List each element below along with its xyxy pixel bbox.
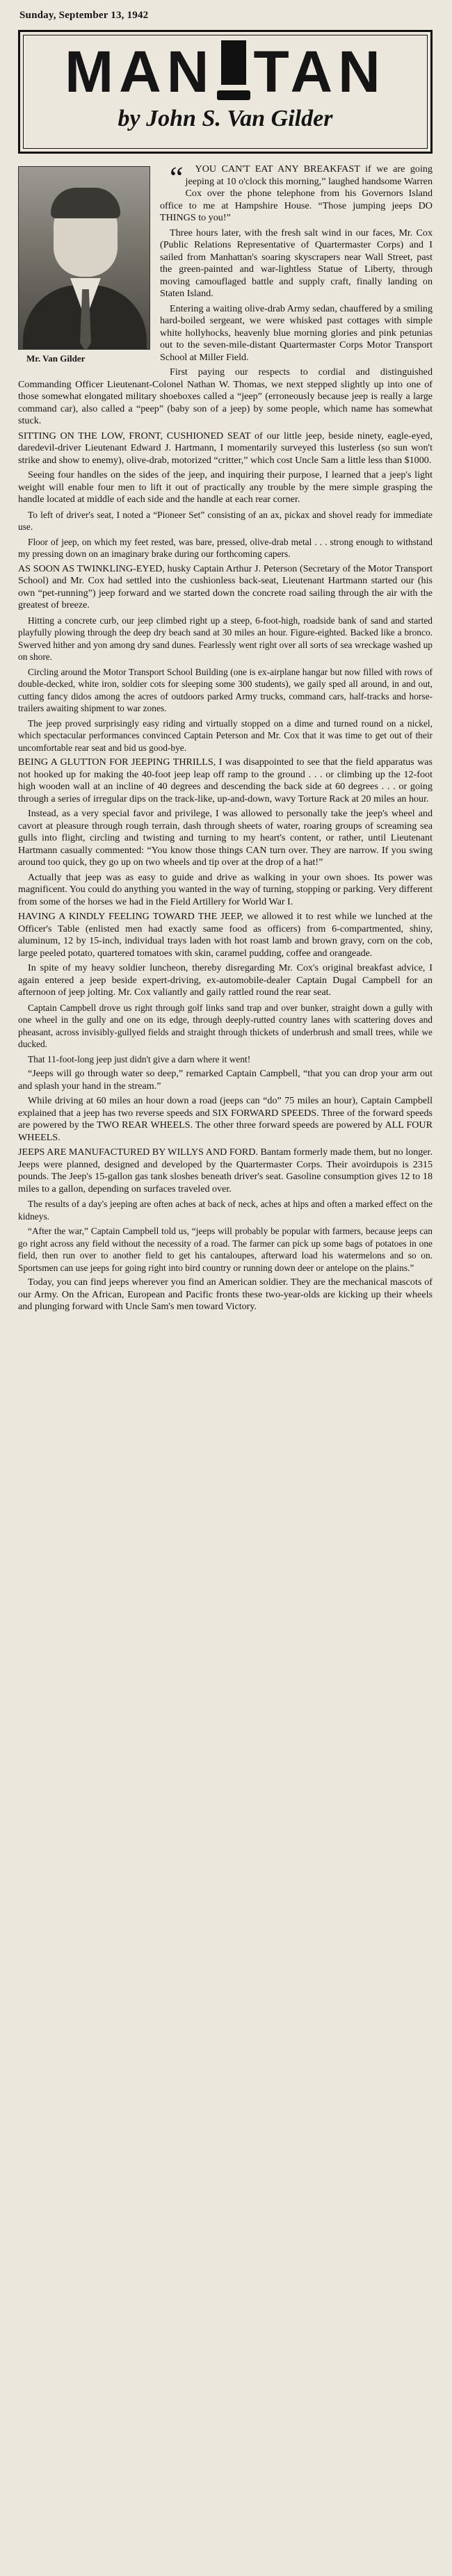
section-lead-paragraph [18, 756, 433, 805]
paragraph-text: First paying our respects to cordial and distinguished Commanding Officer Lieutenant-Colonel Nathan W. Thomas, we next stepped slightly up into one of those somewhat elongated military shoeboxes called a “jeep” (erroneously because jeep is really a large command car), also called a “peep” (baby son of a jeep) by some people, which name has somewhat stuck. [18, 366, 433, 426]
top-hat-icon [217, 40, 250, 100]
article-paragraph [18, 615, 433, 663]
paragraph-text: HAVING A KINDLY FEELING TOWARD THE JEEP, we allowed it to rest while we lunched at the Officer's Table (enlisted men had exactly same food as officers) from 6-compartmented, shiny, aluminum, 12 by 15-inch, individual trays laden with hot roast lamb and brown gravy, corn on the cob, large peeled potato, quartered tomatoes with skin, caramel pudding, coffee and orangeade. [18, 911, 433, 959]
section-lead-paragraph [18, 1147, 433, 1195]
article-paragraph [18, 536, 433, 560]
paragraph-text: SITTING ON THE LOW, FRONT, CUSHIONED SEAT of our little jeep, beside ninety, eagle-eyed, daredevil-driver Lieutenant Edward J. Hartmann, I momentarily surveyed this lusterless (so sun won't strike and show to enemy), olive-drab, motorized “critter,” which cost Uncle Sam a little less than $1000. [18, 430, 433, 466]
section-lead-paragraph [18, 563, 433, 612]
article-paragraph [18, 1002, 433, 1051]
article-paragraph [18, 1225, 433, 1274]
paragraph-text: That 11-foot-long jeep just didn't give a darn where it went! [28, 1053, 251, 1064]
paragraph-text: Floor of jeep, on which my feet rested, was bare, pressed, olive-drab metal . . . strong enough to withstand my pressing down on an imaginary brake during our forthcoming capers. [18, 536, 433, 559]
article-paragraph [18, 509, 433, 533]
paragraph-text: Three hours later, with the fresh salt wind in our faces, Mr. Cox (Public Relations Representative of Quartermaster Corps) and I sailed from Manhattan's soaring skyscrapers near Wall Street, past the green-painted and war-lightless Statue of Liberty, through moving camouflaged battle and supply craft, finally landing on Staten Island. [160, 227, 433, 299]
article-paragraph [18, 872, 433, 909]
masthead-title-right: TAN [253, 39, 386, 104]
paragraph-text: JEEPS ARE MANUFACTURED BY WILLYS AND FORD. Bantam formerly made them, but no longer. Jeeps were planned, designed and developed by the Quartermaster Corps. Their avoirdupois is 2315 pounds. The Jeep's 15-gallon gas tank sloshes beneath driver's seat. Gasoline consumption gives 12 to 18 miles to a gallon, depending on surfaces traveled over. [18, 1147, 433, 1194]
paragraph-text: Actually that jeep was as easy to guide and drive as walking in your own shoes. Its power was magnificent. You could do anything you wanted in the way of turning, stopping or parking. Very different from some of the horses we had in the Field Artillery for World War I. [18, 871, 433, 907]
paragraph-text: “After the war,” Captain Campbell told us, “jeeps will probably be popular with farmers, because jeeps can go right across any field without the necessity of a road. The farmer can pick up some bags of potatoes in one field, then run over to another field to get his cantaloupes, afterward load his watermelons and so on. Sportsmen can use jeeps for going right into bird country or running down deer or antelope on the plains.” [18, 1226, 433, 1273]
paragraph-text: AS SOON AS TWINKLING-EYED, husky Captain Arthur J. Peterson (Secretary of the Motor Transport School) and Mr. Cox had settled into the cushionless back-seat, Lieutenant Hartmann started our (his own “pet-running”) jeep forward and we started down the concrete road sailing through the air with the greatest of breeze. [18, 562, 433, 610]
paragraph-text: In spite of my heavy soldier luncheon, thereby disregarding Mr. Cox's original breakfast advice, I again entered a jeep beside expert-driving, ex-automobile-dealer Captain Dugal Campbell for an afternoon of jeep jolting. Mr. Cox valiantly and gaily rattled round the rear seat. [18, 962, 433, 998]
article-column [18, 163, 433, 1313]
paragraph-text: Seeing four handles on the sides of the jeep, and inquiring their purpose, I learned that a jeep's light weight will enable four men to lift it out of practically any trouble by the mere simple grasping the handle located at middle of each side and the handle at each rear corner. [18, 469, 433, 505]
paragraph-text: “Jeeps will go through water so deep,” remarked Captain Campbell, “that you can drop your arm out and splash your hand in the stream.” [18, 1068, 433, 1092]
paragraph-text: Instead, as a very special favor and privilege, I was allowed to personally take the jeep's wheel and cavort at pleasure through rough terrain, dash through sheets of water, roaring groups of screaming sea gulls into flight, circling and twisting and turning to my heart's content, or rather, until Lieutenant Hartmann casually commented: “You know those things CAN turn over. They are narrow. If you swing around too quick, they go up on two wheels and tip over at the drop of a hat!” [18, 808, 433, 868]
masthead-title-left: MAN [65, 39, 215, 104]
paragraph-text: Hitting a concrete curb, our jeep climbed right up a steep, 6-foot-high, roadside bank of sand and started playfully plowing through the deep dry beach sand at 30 miles an hour. Figure-eighted. Backed like a bronco. Swerved hither and yon among dry sand dunes. Fearlessly went right over all sorts of sea wreckage washed up on shore. [18, 615, 433, 662]
article-paragraph [18, 1068, 433, 1092]
section-lead-paragraph [18, 430, 433, 467]
paragraph-text: BEING A GLUTTON FOR JEEPING THRILLS, I was disappointed to see that the field apparatus was not hooked up for making the 40-foot jeep leap off ramp to the ground . . . or climbing up the 12-foot high wooden wall at an incline of 40 degrees and descending the back side at 60 degrees . . . or going through a series of irregular dips on the track-like, up-and-down, wavy Torture Rack at 20 miles an hour. [18, 756, 433, 804]
paragraph-text: While driving at 60 miles an hour down a road (jeeps can “do” 75 miles an hour), Captain Campbell explained that a jeep has two reverse speeds and SIX FORWARD SPEEDS. Three of the forward speeds are powered by the TWO REAR WHEELS. The other three forward speeds are powered by ALL FOUR WHEELS. [18, 1095, 433, 1143]
article-paragraph [18, 666, 433, 715]
paragraph-text: Captain Campbell drove us right through golf links sand trap and over bunker, straight down a gully with one wheel in the gully and one on its edge, through deeply-rutted country lanes with scattering doves and pheasant, across invisibly-gullyed fields and straight through thickets of underbrush and small trees, while we ducked. [18, 1002, 433, 1049]
paragraph-text: Entering a waiting olive-drab Army sedan, chauffered by a smiling hard-boiled sergeant, we were whisked past cottages with simple white hollyhocks, heavenly blue morning glories and pink petunias out to the seven-mile-distant Quartermaster Corps Motor Transport School at Miller Field. [160, 302, 433, 363]
article-paragraph [18, 1198, 433, 1222]
paragraph-text: The results of a day's jeeping are often aches at back of neck, aches at hips and often a marked effect on the kidneys. [18, 1199, 433, 1222]
dateline: Sunday, September 13, 1942 [19, 10, 149, 21]
masthead [18, 30, 433, 154]
author-photo [18, 166, 150, 365]
section-lead-paragraph [18, 911, 433, 959]
paragraph-text: YOU CAN'T EAT ANY BREAKFAST if we are going jeeping at 10 o'clock this morning,” laughed handsome Warren Cox over the phone telephone from his Governors Island office to me at Hampshire House. “Those jumping jeeps DO THINGS to you!” [160, 163, 433, 223]
article-paragraph [18, 962, 433, 999]
author-portrait-image [18, 166, 150, 350]
photo-caption: Mr. Van Gilder [26, 353, 86, 364]
article-paragraph [18, 718, 433, 754]
article-paragraph [18, 1277, 433, 1313]
paragraph-text: Circling around the Motor Transport School Building (one is ex-airplane hangar but now filled with rows of double-decked, white iron, soldier cots for sleeping some 300 students), we gaily sped all around, in and out, cutting fancy didos among the acres of outdoors parked Army trucks, command cars, half-tracks and horse-trailers awaiting shipment to war zones. [18, 666, 433, 713]
article-paragraph [18, 1095, 433, 1144]
article-paragraph [18, 808, 433, 869]
paragraph-text: To left of driver's seat, I noted a “Pioneer Set” consisting of an ax, pickax and shovel ready for immediate use. [18, 509, 433, 532]
article-paragraph [18, 366, 433, 428]
article-paragraph [18, 469, 433, 506]
paragraph-text: Today, you can find jeeps wherever you find an American soldier. They are the mechanical mascots of our Army. On the African, European and Pacific fronts these two-year-olds are kicking up their wheels and plunging forward with Uncle Sam's men toward Victory. [18, 1277, 433, 1312]
masthead-byline: by John S. Van Gilder [118, 106, 333, 131]
article-paragraph [18, 1053, 433, 1066]
drop-quote-mark: “ [170, 161, 184, 195]
masthead-title [20, 40, 430, 103]
paragraph-text: The jeep proved surprisingly easy riding and virtually stopped on a dime and turned round on a nickel, which spectacular performances convinced Captain Peterson and Mr. Cox that it was time to get out of their uncomfortable rear seat and bid us good-bye. [18, 718, 433, 753]
